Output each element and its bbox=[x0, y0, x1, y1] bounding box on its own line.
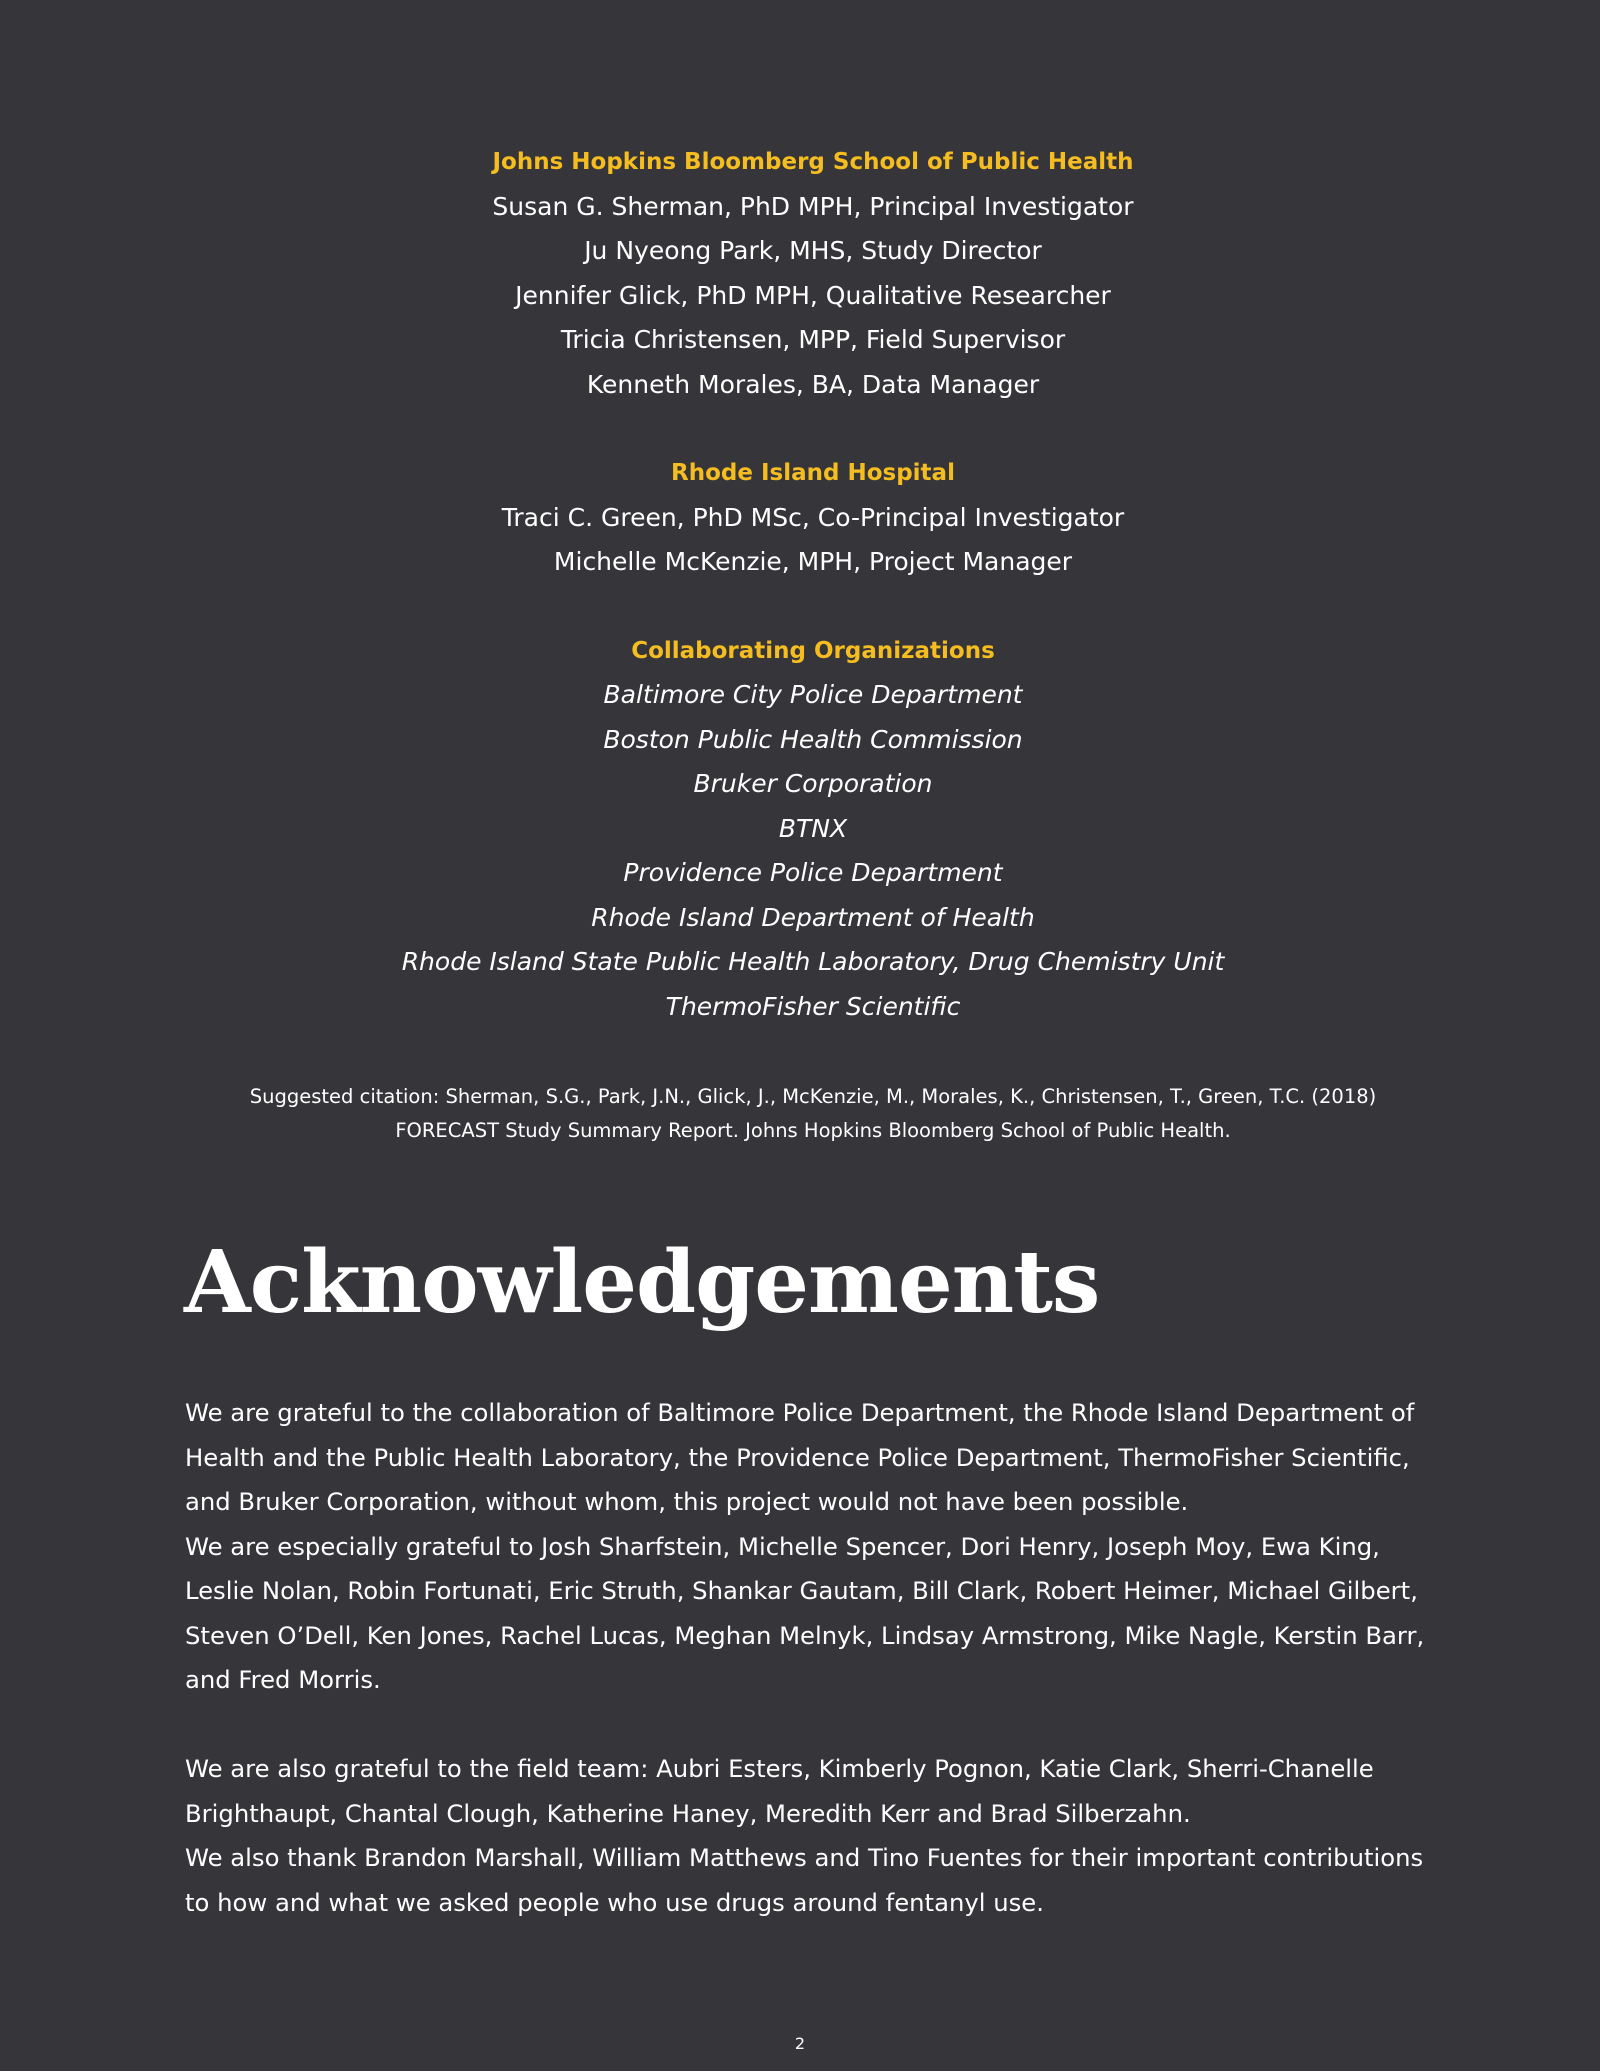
team-member: Michelle McKenzie, MPH, Project Manager bbox=[553, 547, 1073, 576]
team-member: Kenneth Morales, BA, Data Manager bbox=[586, 369, 1040, 399]
credits-group-jhsph bbox=[0, 140, 1600, 407]
citation-line-2: FORECAST Study Summary Report. Johns Hopkins Bloomberg School of Public Health. bbox=[395, 1119, 1231, 1142]
team-member: Jennifer Glick, PhD MPH, Qualitative Researcher bbox=[515, 280, 1111, 310]
acknowledgement-paragraph-2: We are especially grateful to Josh Sharfstein, Michelle Spencer, Dori Henry, Joseph Moy, Ewa King, Leslie Nolan, Robin Fortunati, Eric Struth, Shankar Gautam, Bill Clark, Robert Heimer, Michael Gilbert, Steven O’Dell, Ken Jones, Rachel Lucas, Meghan Melnyk, Lindsay Armstrong, Mike Nagle, Kerstin Barr, and Fred Morris. bbox=[185, 1531, 1425, 1694]
citation-line-1: Suggested citation: Sherman, S.G., Park, J.N., Glick, J., McKenzie, M., Morales, K., Christensen, T., Green, T.C. (2018) bbox=[249, 1085, 1377, 1108]
team-member: Susan G. Sherman, PhD MPH, Principal Investigator bbox=[492, 191, 1134, 221]
organization-item: Rhode Island Department of Health bbox=[591, 902, 1035, 932]
organization-item: ThermoFisher Scientific bbox=[665, 991, 961, 1021]
acknowledgements-body bbox=[185, 1391, 1435, 1925]
organization-item: Rhode Island State Public Health Laboratory, Drug Chemistry Unit bbox=[401, 947, 1225, 976]
organization-item: Baltimore City Police Department bbox=[603, 680, 1023, 709]
organization-item: BTNX bbox=[778, 813, 848, 843]
organization-item: Boston Public Health Commission bbox=[603, 724, 1023, 754]
group-title-rih: Rhode Island Hospital bbox=[671, 460, 955, 486]
page-number: 2 bbox=[794, 2034, 806, 2053]
acknowledgement-paragraph-4: We also thank Brandon Marshall, William Matthews and Tino Fuentes for their important contributions to how and what we asked people who use drugs around fentanyl use. bbox=[185, 1843, 1424, 1917]
team-member: Tricia Christensen, MPP, Field Supervisor bbox=[560, 325, 1066, 354]
paragraph-spacer bbox=[185, 1703, 1435, 1748]
organization-item: Providence Police Department bbox=[623, 858, 1003, 887]
acknowledgement-paragraph-1: We are grateful to the collaboration of Baltimore Police Department, the Rhode Island Department of Health and the Public Health Laboratory, the Providence Police Department, ThermoFisher Scientific, and Bruker Corporation, without whom, this project would not have been possible. bbox=[185, 1398, 1415, 1516]
credits-section bbox=[0, 140, 1600, 1073]
acknowledgement-paragraph-3: We are also grateful to the field team: Aubri Esters, Kimberly Pognon, Katie Clark, Sherri-Chanelle Brighthaupt, Chantal Clough, Katherine Haney, Meredith Kerr and Brad Silberzahn. bbox=[185, 1754, 1374, 1828]
team-member: Ju Nyeong Park, MHS, Study Director bbox=[584, 236, 1042, 265]
credits-group-orgs bbox=[0, 629, 1600, 1030]
credits-group-rih bbox=[0, 451, 1600, 585]
group-title-jhsph: Johns Hopkins Bloomberg School of Public Health bbox=[492, 149, 1134, 175]
suggested-citation bbox=[0, 1080, 1600, 1148]
group-title-orgs: Collaborating Organizations bbox=[631, 637, 995, 664]
acknowledgements-heading: Acknowledgements bbox=[184, 1232, 1100, 1333]
team-member: Traci C. Green, PhD MSc, Co-Principal Investigator bbox=[501, 502, 1125, 532]
organization-item: Bruker Corporation bbox=[693, 769, 933, 798]
